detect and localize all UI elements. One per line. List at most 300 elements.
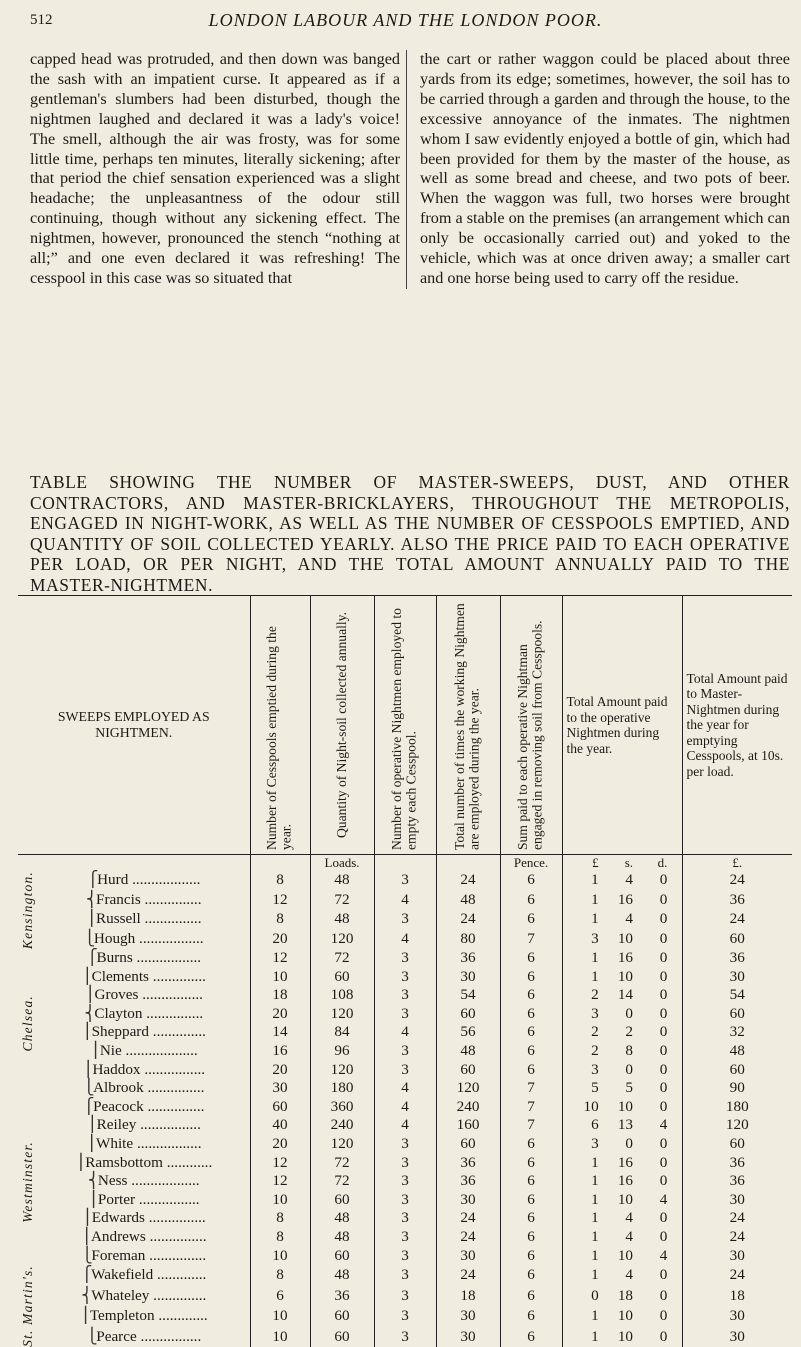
- sweep-name: Haddox: [92, 1060, 141, 1078]
- brace-mark: ⎩: [83, 930, 96, 948]
- loads-cell: 60: [310, 1191, 374, 1210]
- times-cell: 120: [436, 1079, 500, 1098]
- cesspools-cell: 8: [250, 1265, 310, 1285]
- money-pence: 0: [659, 949, 668, 967]
- master-total-cell: 24: [729, 1209, 745, 1227]
- right-column-text: the cart or rather waggon could be placed about three yards from its edge; sometimes, however, the soil has to be carried through a garden and through the house, to the excessive annoyance of the inmates. The nightmen whom I saw evidently enjoyed a bottle of gin, which had been provided for them by the master of the house, as well as some bread and cheese, and two pots of beer. When the waggon was full, two horses were brought from a stable on the premises (an arrangement which can only be occasionally carried out) and yoked to the vehicle, which was at once driven away; a smaller cart and one horse being used to carry off the residue.: [420, 50, 790, 287]
- brace-mark: ⎩: [83, 1079, 95, 1097]
- cesspools-cell: 10: [250, 968, 310, 987]
- master-total-cell: 36: [729, 890, 745, 908]
- leader-dots: .............: [153, 1266, 207, 1284]
- header-cesspools: [250, 596, 310, 855]
- table-body: [18, 855, 792, 1347]
- sweep-name: Hurd: [97, 871, 129, 889]
- table-row: [18, 1209, 792, 1228]
- loads-cell: 120: [310, 1135, 374, 1154]
- operatives-cell: 3: [374, 1306, 436, 1326]
- times-cell: 30: [436, 1306, 500, 1326]
- times-cell: 18: [436, 1286, 500, 1306]
- sweep-name: Peacock: [93, 1097, 144, 1115]
- brace-mark: ⎧: [86, 949, 98, 967]
- cesspools-cell: 10: [250, 1247, 310, 1266]
- leader-dots: ...............: [140, 890, 202, 908]
- sweep-name-cell: [38, 1172, 250, 1191]
- district-cell: [18, 1098, 38, 1265]
- times-cell: 54: [436, 986, 500, 1005]
- money-pounds: 1: [591, 1172, 599, 1190]
- money-shillings: 16: [617, 890, 633, 908]
- pence-cell: 6: [500, 1286, 562, 1306]
- sweep-name-cell: [38, 1042, 250, 1061]
- sweep-name: Burns: [96, 949, 133, 967]
- money-pence: 0: [659, 986, 668, 1004]
- header-sweeps: [18, 596, 250, 855]
- pence-cell: 6: [500, 1042, 562, 1061]
- table-header-row: [18, 596, 792, 855]
- sweep-name: Groves: [94, 986, 139, 1004]
- sweep-name: Wakefield: [91, 1266, 154, 1284]
- master-total-cell: 24: [729, 910, 745, 928]
- table-row: [18, 930, 792, 950]
- operatives-cell: 3: [374, 1154, 436, 1173]
- times-cell: 48: [436, 891, 500, 911]
- loads-cell: 360: [310, 1098, 374, 1117]
- table-row: [18, 1023, 792, 1042]
- leader-dots: ...............: [142, 1004, 204, 1022]
- pence-cell: 6: [500, 1061, 562, 1080]
- money-pounds: 0: [591, 1286, 599, 1304]
- master-total-cell: 32: [729, 1023, 745, 1041]
- operatives-cell: 4: [374, 1023, 436, 1042]
- times-cell: 24: [436, 910, 500, 930]
- times-cell: 36: [436, 949, 500, 968]
- body-columns: [30, 50, 790, 289]
- money-shillings: 16: [617, 1172, 633, 1190]
- cesspools-cell: 10: [250, 1191, 310, 1210]
- loads-cell: 108: [310, 986, 374, 1005]
- sweep-name: Templeton: [89, 1307, 155, 1325]
- cesspools-cell: 8: [250, 910, 310, 930]
- brace-mark: ⎨: [87, 1172, 100, 1190]
- sweep-name-cell: [38, 1286, 250, 1306]
- money-pence: 0: [659, 1209, 668, 1227]
- sweep-name: Pearce: [96, 1327, 137, 1345]
- leader-dots: ...............: [145, 1246, 207, 1264]
- times-cell: 30: [436, 1191, 500, 1210]
- sweep-name: Edwards: [91, 1209, 145, 1227]
- cesspools-cell: 12: [250, 949, 310, 968]
- loads-cell: 48: [310, 1209, 374, 1228]
- money-pence: 4: [659, 1246, 668, 1264]
- nightmen-total-cell: [562, 1172, 682, 1191]
- running-head: LONDON LABOUR AND THE LONDON POOR.: [208, 10, 603, 30]
- operatives-cell: 4: [374, 930, 436, 950]
- leader-dots: ...............: [145, 1227, 207, 1245]
- times-cell: 60: [436, 1061, 500, 1080]
- money-pence: 0: [659, 1060, 668, 1078]
- nightmen-total-cell: [562, 1327, 682, 1347]
- brace-mark: ⎪: [87, 1190, 100, 1208]
- sweep-name-cell: [38, 1116, 250, 1135]
- header-soil: [310, 596, 374, 855]
- sweep-name-cell: [38, 930, 250, 950]
- money-pence: 0: [659, 1266, 668, 1284]
- money-shillings: 10: [617, 930, 633, 948]
- operatives-cell: 4: [374, 1079, 436, 1098]
- operatives-cell: 3: [374, 949, 436, 968]
- header-sum-paid-label: Sum paid to each operative Nightman engaged in removing soil from Cesspools.: [515, 620, 546, 850]
- loads-cell: 60: [310, 1247, 374, 1266]
- brace-mark: ⎪: [81, 967, 93, 985]
- sweep-name: Sheppard: [91, 1023, 149, 1041]
- master-total-cell: 60: [729, 1135, 745, 1153]
- money-pounds: 1: [591, 1246, 599, 1264]
- master-total-cell: 24: [729, 871, 745, 889]
- cesspools-cell: 10: [250, 1327, 310, 1347]
- pence-cell: 6: [500, 949, 562, 968]
- district-cell: [18, 871, 38, 949]
- brace-mark: ⎩: [81, 1246, 93, 1264]
- left-column-text: capped head was protruded, and then down was banged the sash with an impatient curse. It appeared as if a gentleman's slumbers had been disturbed, though the nightmen laughed and declared it was a lady's voice! The smell, although the air was frosty, was for some little time, perhaps ten minutes, literally sickening; after that period the chief sensation experienced was a slight headache; the unpleasantness of the odour still continuing, though without any sickening effect. The nightmen, however, pronounced the stench “nothing at all;” and one even declared it was refreshing! The cesspool in this case was so situated that: [30, 50, 407, 289]
- cesspools-cell: 20: [250, 1061, 310, 1080]
- money-pence: 0: [659, 967, 668, 985]
- district-cell: [18, 1265, 38, 1347]
- times-cell: 160: [436, 1116, 500, 1135]
- operatives-cell: 3: [374, 871, 436, 891]
- money-pence: 0: [659, 930, 668, 948]
- loads-cell: 84: [310, 1023, 374, 1042]
- sweep-name: Nie: [99, 1042, 122, 1060]
- table-title: TABLE SHOWING THE NUMBER OF MASTER-SWEEPS, DUST, AND OTHER CONTRACTORS, AND MASTER-BRICKLAYERS, THROUGHOUT THE METROPOLIS, ENGAGED IN NIGHT-WORK, AS WELL AS THE NUMBER OF CESSPOOLS EMPTIED, AND QUANTITY OF SOIL COLLECTED YEARLY. ALSO THE PRICE PAID TO EACH OPERATIVE PER LOAD, OR PER NIGHT, AND THE TOTAL AMOUNT ANNUALLY PAID TO THE MASTER-NIGHTMEN.: [30, 472, 790, 595]
- sweep-name: White: [96, 1135, 134, 1153]
- money-pence: 0: [659, 1042, 668, 1060]
- pence-cell: 7: [500, 1079, 562, 1098]
- cesspools-cell: 40: [250, 1116, 310, 1135]
- leader-dots: .................: [135, 930, 204, 948]
- money-pounds: 3: [591, 1135, 599, 1153]
- money-pence: 4: [659, 1190, 668, 1208]
- master-total-cell: 30: [729, 1246, 745, 1264]
- money-shillings: 2: [625, 1023, 633, 1041]
- sweep-name: Whateley: [91, 1286, 150, 1304]
- cesspools-cell: 20: [250, 930, 310, 950]
- operatives-cell: 3: [374, 1265, 436, 1285]
- operatives-cell: 3: [374, 1191, 436, 1210]
- leader-dots: ..................: [128, 871, 201, 889]
- nightmen-total-cell: [562, 1209, 682, 1228]
- operatives-cell: 3: [374, 1209, 436, 1228]
- operatives-cell: 3: [374, 1005, 436, 1024]
- pence-cell: 7: [500, 1098, 562, 1117]
- header-operatives-label: Number of operative Nightmen employed to empty each Cesspool.: [389, 608, 420, 850]
- leader-dots: ..............: [148, 1023, 206, 1041]
- money-pence: 0: [659, 871, 668, 889]
- master-total-cell: 24: [729, 1266, 745, 1284]
- pence-cell: 6: [500, 986, 562, 1005]
- table-row: [18, 1154, 792, 1173]
- money-shillings: 10: [617, 967, 633, 985]
- table-row: [18, 871, 792, 891]
- money-pounds: 1: [591, 1266, 599, 1284]
- sweep-name: Russell: [96, 910, 141, 928]
- cesspools-cell: 8: [250, 1228, 310, 1247]
- table-row: [18, 891, 792, 911]
- nightmen-total-cell: [562, 1116, 682, 1135]
- times-cell: 36: [436, 1154, 500, 1173]
- pence-cell: 7: [500, 1116, 562, 1135]
- district-label: St. Martin's.: [19, 1265, 35, 1347]
- units-pounds: £: [592, 855, 599, 870]
- money-shillings: 8: [625, 1042, 633, 1060]
- header-total-nightmen-label: Total Amount paid to the operative Nightmen during the year.: [566, 694, 668, 756]
- table-row: [18, 1306, 792, 1326]
- sweep-name-cell: [38, 1023, 250, 1042]
- money-pounds: 2: [591, 1023, 599, 1041]
- operatives-cell: 3: [374, 968, 436, 987]
- master-total-cell: 120: [725, 1116, 749, 1134]
- leader-dots: ...............: [143, 1079, 205, 1097]
- cesspools-cell: 10: [250, 1306, 310, 1326]
- cesspools-cell: 16: [250, 1042, 310, 1061]
- cesspools-cell: 20: [250, 1135, 310, 1154]
- pence-cell: 7: [500, 930, 562, 950]
- money-pounds: 1: [591, 1209, 599, 1227]
- cesspools-cell: 20: [250, 1005, 310, 1024]
- sweep-name: Andrews: [90, 1227, 146, 1245]
- sweep-name-cell: [38, 1228, 250, 1247]
- cesspools-cell: 60: [250, 1098, 310, 1117]
- sweep-name-cell: [38, 910, 250, 930]
- leader-dots: ................: [140, 1060, 206, 1078]
- table-row: [18, 1079, 792, 1098]
- money-pounds: 1: [591, 890, 599, 908]
- master-total-cell: 18: [729, 1286, 745, 1304]
- pence-cell: 6: [500, 1327, 562, 1347]
- times-cell: 30: [436, 1327, 500, 1347]
- leader-dots: ...............: [140, 910, 202, 928]
- pence-cell: 6: [500, 1306, 562, 1326]
- operatives-cell: 3: [374, 1061, 436, 1080]
- nightmen-total-cell: [562, 1265, 682, 1285]
- loads-cell: 120: [310, 1061, 374, 1080]
- leader-dots: ................: [135, 1190, 200, 1208]
- master-total-cell: 30: [729, 1307, 745, 1325]
- master-total-cell: 30: [729, 1327, 745, 1345]
- money-shillings: 4: [625, 1209, 633, 1227]
- money-pounds: 1: [591, 967, 599, 985]
- pence-cell: 6: [500, 1154, 562, 1173]
- times-cell: 36: [436, 1172, 500, 1191]
- nightmen-total-cell: [562, 1005, 682, 1024]
- brace-mark: ⎪: [86, 1116, 99, 1134]
- leader-dots: ................: [136, 1116, 201, 1134]
- cesspools-cell: 12: [250, 1154, 310, 1173]
- money-pounds: 1: [591, 1327, 599, 1345]
- loads-cell: 96: [310, 1042, 374, 1061]
- loads-cell: 72: [310, 1154, 374, 1173]
- leader-dots: .................: [133, 1135, 202, 1153]
- cesspools-cell: 30: [250, 1079, 310, 1098]
- table-row: [18, 910, 792, 930]
- loads-cell: 48: [310, 871, 374, 891]
- master-total-cell: 60: [729, 930, 745, 948]
- loads-cell: 48: [310, 910, 374, 930]
- money-pounds: 1: [591, 1307, 599, 1325]
- money-pounds: 1: [591, 1190, 599, 1208]
- operatives-cell: 4: [374, 1116, 436, 1135]
- nightmen-total-cell: [562, 1098, 682, 1117]
- table-row: [18, 1042, 792, 1061]
- units-shillings: s.: [624, 855, 633, 870]
- units-pence-money: d.: [657, 855, 668, 870]
- table-row: [18, 949, 792, 968]
- sweep-name-cell: [38, 1005, 250, 1024]
- nightmen-total-cell: [562, 1191, 682, 1210]
- loads-cell: 72: [310, 1172, 374, 1191]
- operatives-cell: 3: [374, 1247, 436, 1266]
- times-cell: 48: [436, 1042, 500, 1061]
- nightmen-total-cell: [562, 1023, 682, 1042]
- leader-dots: ...................: [121, 1042, 198, 1060]
- leader-dots: .................: [132, 949, 202, 967]
- times-cell: 80: [436, 930, 500, 950]
- leader-dots: ................: [136, 1327, 202, 1345]
- leader-dots: ..............: [148, 967, 206, 985]
- sweep-name-cell: [38, 1265, 250, 1285]
- money-shillings: 14: [617, 986, 633, 1004]
- money-shillings: 16: [617, 1153, 633, 1171]
- money-pounds: 2: [591, 1042, 599, 1060]
- sweep-name-cell: [38, 1247, 250, 1266]
- units-spacer-ops: [374, 855, 436, 872]
- money-pounds: 1: [591, 949, 599, 967]
- operatives-cell: 3: [374, 1327, 436, 1347]
- nightmen-total-cell: [562, 910, 682, 930]
- money-pounds: 10: [583, 1097, 599, 1115]
- brace-mark: ⎧: [87, 871, 99, 889]
- pence-cell: 6: [500, 1209, 562, 1228]
- district-cell: [18, 949, 38, 1098]
- brace-mark: ⎨: [84, 1004, 96, 1022]
- money-shillings: 0: [625, 1135, 633, 1153]
- brace-mark: ⎪: [89, 1042, 102, 1060]
- money-pence: 0: [659, 1079, 668, 1097]
- money-pence: 0: [659, 1153, 668, 1171]
- table-row: [18, 1172, 792, 1191]
- table-row: [18, 1286, 792, 1306]
- money-shillings: 13: [617, 1116, 633, 1134]
- leader-dots: ..................: [127, 1172, 200, 1190]
- money-pounds: 1: [591, 910, 599, 928]
- money-shillings: 10: [617, 1190, 633, 1208]
- money-shillings: 5: [625, 1079, 633, 1097]
- table-row: [18, 1265, 792, 1285]
- money-pence: 0: [659, 1135, 668, 1153]
- pence-cell: 6: [500, 910, 562, 930]
- pence-cell: 6: [500, 1023, 562, 1042]
- nightmen-total-cell: [562, 1061, 682, 1080]
- pence-cell: 6: [500, 1005, 562, 1024]
- table-row: [18, 1098, 792, 1117]
- sweep-name: Albrook: [93, 1079, 144, 1097]
- master-total-cell: 60: [729, 1004, 745, 1022]
- nightmen-total-cell: [562, 1228, 682, 1247]
- master-total-cell: 24: [729, 1227, 745, 1245]
- table-row: [18, 1247, 792, 1266]
- cesspools-cell: 14: [250, 1023, 310, 1042]
- sweep-name-cell: [38, 949, 250, 968]
- sweep-name: Ness: [97, 1172, 128, 1190]
- pence-cell: 6: [500, 871, 562, 891]
- header-times: [436, 596, 500, 855]
- loads-cell: 48: [310, 1228, 374, 1247]
- money-shillings: 10: [617, 1097, 633, 1115]
- operatives-cell: 3: [374, 1172, 436, 1191]
- cesspools-cell: 6: [250, 1286, 310, 1306]
- brace-mark: ⎨: [81, 1286, 93, 1304]
- sweep-name-cell: [38, 891, 250, 911]
- money-shillings: 4: [625, 910, 633, 928]
- header-sweeps-label: SWEEPS EMPLOYED AS NIGHTMEN.: [57, 709, 210, 740]
- times-cell: 240: [436, 1098, 500, 1117]
- units-master: £.: [732, 855, 743, 870]
- pence-cell: 6: [500, 1191, 562, 1210]
- table-row: [18, 968, 792, 987]
- money-shillings: 10: [617, 1327, 633, 1345]
- brace-mark: ⎪: [84, 986, 96, 1004]
- nightmen-total-cell: [562, 1079, 682, 1098]
- loads-cell: 48: [310, 1265, 374, 1285]
- money-pounds: 2: [591, 986, 599, 1004]
- money-pounds: 1: [591, 1227, 599, 1245]
- brace-mark: ⎧: [81, 1266, 93, 1284]
- operatives-cell: 3: [374, 1042, 436, 1061]
- pence-cell: 6: [500, 968, 562, 987]
- money-shillings: 16: [617, 949, 633, 967]
- nightmen-total-cell: [562, 1306, 682, 1326]
- money-pence: 0: [659, 1097, 668, 1115]
- header-times-label: Total number of times the working Nightmen are employed during the year.: [452, 603, 483, 850]
- times-cell: 24: [436, 1265, 500, 1285]
- header-total-masters-label: Total Amount paid to Master-Nightmen during the year for emptying Cesspools, at 10s. per load.: [686, 670, 788, 779]
- master-total-cell: 180: [725, 1097, 749, 1115]
- nightmen-table: [18, 595, 792, 1347]
- district-label: Chelsea.: [19, 995, 35, 1052]
- leader-dots: ................: [138, 986, 203, 1004]
- sweep-name: Reiley: [96, 1116, 137, 1134]
- operatives-cell: 4: [374, 1098, 436, 1117]
- brace-mark: ⎪: [86, 1135, 98, 1153]
- operatives-cell: 3: [374, 1135, 436, 1154]
- header-total-masters: [682, 596, 792, 855]
- sweep-name-cell: [38, 1327, 250, 1347]
- leader-dots: ...............: [143, 1097, 205, 1115]
- brace-mark: ⎪: [80, 1227, 93, 1245]
- money-pounds: 5: [591, 1079, 599, 1097]
- money-pence: 0: [659, 910, 668, 928]
- sweep-name-cell: [38, 1135, 250, 1154]
- leader-dots: .............: [154, 1307, 208, 1325]
- money-shillings: 10: [617, 1307, 633, 1325]
- money-pence: 0: [659, 1023, 668, 1041]
- nightmen-total-cell: [562, 1135, 682, 1154]
- money-pounds: 1: [591, 1153, 599, 1171]
- units-spacer-name: [38, 855, 250, 872]
- sweep-name: Hough: [93, 930, 136, 948]
- brace-mark: ⎪: [79, 1307, 92, 1325]
- pence-cell: 6: [500, 1228, 562, 1247]
- units-pence: Pence.: [500, 855, 562, 872]
